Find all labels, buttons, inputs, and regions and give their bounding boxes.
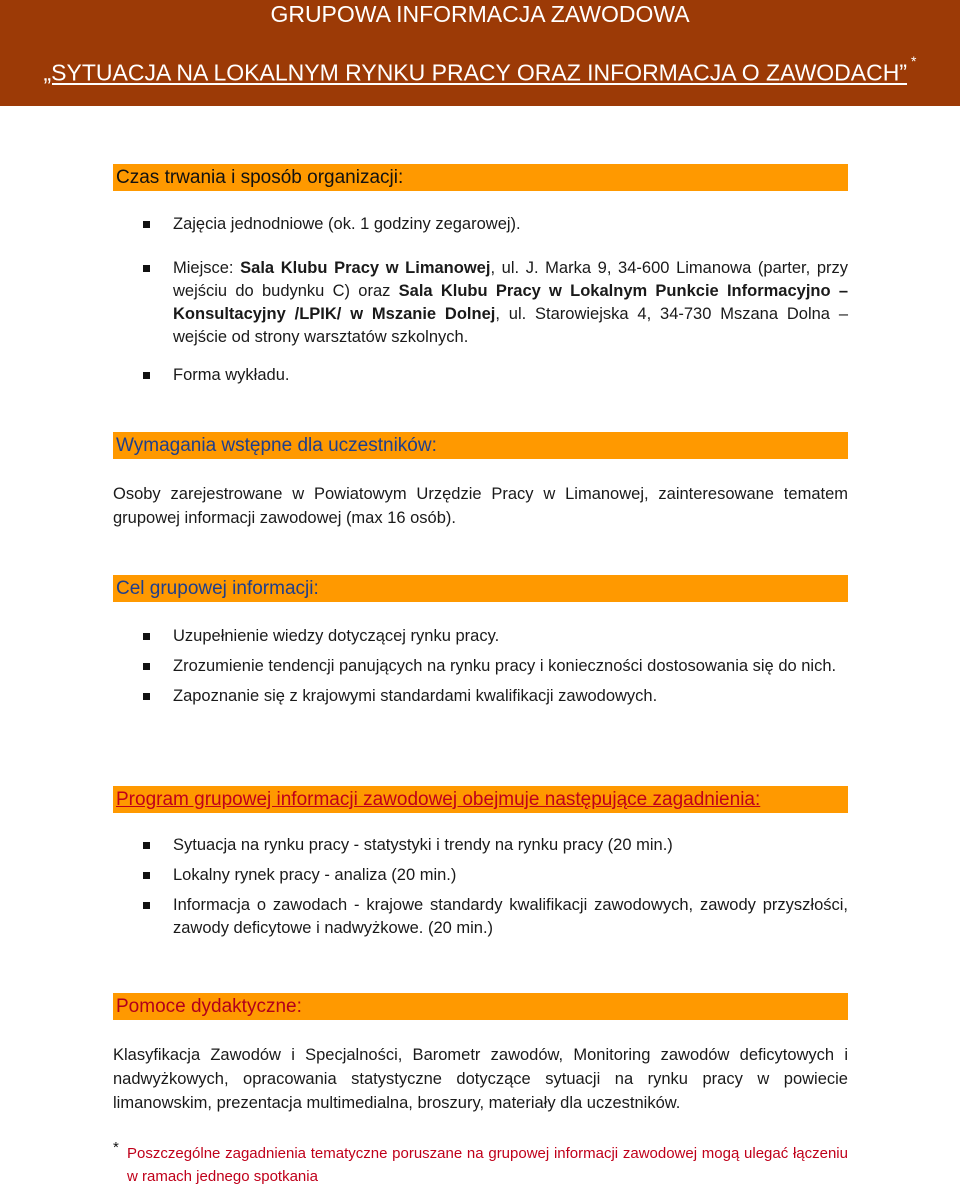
bullet-square-icon <box>143 872 150 879</box>
document-subtitle <box>0 52 960 88</box>
list-item <box>143 364 848 387</box>
program-list <box>143 834 848 940</box>
list-item <box>143 625 848 648</box>
section-heading-goal: Cel grupowej informacji: <box>113 575 848 602</box>
section-heading-requirements: Wymagania wstępne dla uczestników: <box>113 432 848 459</box>
list-item-text: Uzupełnienie wiedzy dotyczącej rynku pracy. <box>173 627 500 645</box>
subtitle-footnote-marker: * <box>911 53 917 69</box>
section-heading-teaching-aids: Pomoce dydaktyczne: <box>113 993 848 1020</box>
bullet-square-icon <box>143 265 150 272</box>
location-name-limanowa: Sala Klubu Pracy w Limanowej <box>240 259 491 277</box>
list-item <box>143 864 848 887</box>
list-item <box>143 213 848 236</box>
section-heading-duration: Czas trwania i sposób organizacji: <box>113 164 848 191</box>
list-item-text: Zrozumienie tendencji panujących na rynku pracy i konieczności dostosowania się do nich. <box>173 657 837 675</box>
teaching-aids-text: Klasyfikacja Zawodów i Specjalności, Barometr zawodów, Monitoring zawodów deficytowych i nadwyżkowych, opracowania statystyczne dotyczące sytuacji na rynku pracy w powiecie limanowskim, prezentacja multimedialna, broszury, materiały dla uczestników. <box>113 1046 848 1112</box>
bullet-square-icon <box>143 693 150 700</box>
list-item-location <box>143 257 848 349</box>
duration-list <box>143 213 848 387</box>
bullet-square-icon <box>143 663 150 670</box>
section-heading-program: Program grupowej informacji zawodowej obejmuje następujące zagadnienia: <box>113 786 848 813</box>
bullet-square-icon <box>143 902 150 909</box>
location-name-mszana: Sala Klubu Pracy w Lokalnym Punkcie Informacyjno – Konsultacyjny /LPIK/ w Mszanie Dolnej <box>173 282 848 323</box>
bullet-square-icon <box>143 842 150 849</box>
footnote-marker: * <box>113 1139 119 1156</box>
bullet-square-icon <box>143 221 150 228</box>
header-banner <box>0 0 960 106</box>
list-item <box>143 655 848 678</box>
subtitle-text: „SYTUACJA NA LOKALNYM RYNKU PRACY ORAZ INFORMACJA O ZAWODACH” <box>43 59 908 86</box>
list-item-text: Forma wykładu. <box>173 366 290 384</box>
list-item <box>143 685 848 708</box>
footnote <box>113 1139 848 1188</box>
list-item-text: Lokalny rynek pracy - analiza (20 min.) <box>173 866 457 884</box>
list-item-text: Informacja o zawodach - krajowe standardy kwalifikacji zawodowych, zawody przyszłości, zawody deficytowe i nadwyżkowe. (20 min.) <box>173 896 848 937</box>
list-item-text: Zapoznanie się z krajowymi standardami kwalifikacji zawodowych. <box>173 687 658 705</box>
location-text: , ul. J. Marka 9, 34-600 Limanowa (parter, przy wejściu do budynku C) oraz <box>173 259 848 300</box>
list-item-text: Sytuacja na rynku pracy - statystyki i trendy na rynku pracy (20 min.) <box>173 836 673 854</box>
list-item-text: Zajęcia jednodniowe (ok. 1 godziny zegarowej). <box>173 215 521 233</box>
location-text: , ul. Starowiejska 4, 34-730 Mszana Dolna – wejście od strony warsztatów szkolnych. <box>173 305 848 346</box>
goal-list <box>143 625 848 708</box>
list-item <box>143 834 848 857</box>
bullet-square-icon <box>143 633 150 640</box>
bullet-square-icon <box>143 372 150 379</box>
requirements-text: Osoby zarejestrowane w Powiatowym Urzędzie Pracy w Limanowej, zainteresowane tematem grupowej informacji zawodowej (max 16 osób). <box>113 485 848 527</box>
document-title: GRUPOWA INFORMACJA ZAWODOWA <box>270 1 690 27</box>
footnote-text: Poszczególne zagadnienia tematyczne poruszane na grupowej informacji zawodowej mogą ulegać łączeniu w ramach jednego spotkania <box>127 1145 848 1185</box>
list-item <box>143 894 848 940</box>
location-text: Miejsce: <box>173 259 241 277</box>
